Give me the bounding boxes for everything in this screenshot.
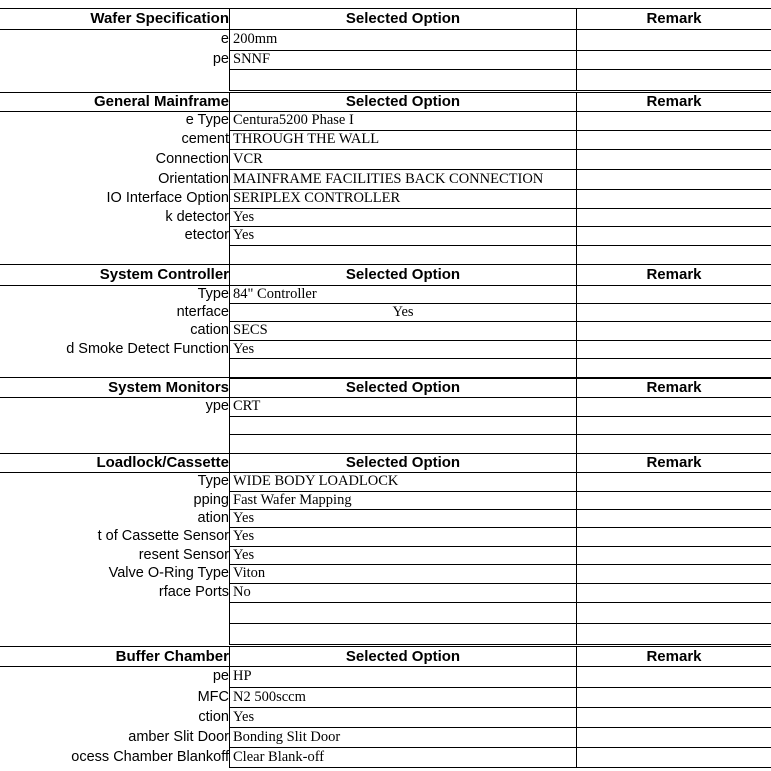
table-row — [0, 546, 771, 564]
selected-option-header: Selected Option — [229, 453, 576, 472]
table-row — [0, 208, 771, 226]
selected-option-value: Yes — [229, 208, 576, 226]
table-row — [0, 169, 771, 189]
table-row — [0, 321, 771, 340]
spec-label-cell — [0, 149, 229, 169]
table-row — [0, 727, 771, 747]
table-row — [0, 69, 771, 90]
spec-label-cell — [0, 491, 229, 509]
remark-cell — [576, 747, 771, 767]
spec-label-cell — [0, 564, 229, 583]
remark-cell — [576, 208, 771, 226]
remark-cell — [576, 564, 771, 583]
spec-label: k detector — [165, 208, 229, 225]
remark-cell — [576, 583, 771, 602]
spec-label-cell — [0, 321, 229, 340]
section-title-cell — [0, 92, 229, 111]
remark-cell — [576, 69, 771, 90]
remark-cell — [576, 687, 771, 707]
spec-label: rface Ports — [158, 584, 229, 601]
remark-cell — [576, 149, 771, 169]
remark-cell — [576, 397, 771, 416]
spec-label-cell — [0, 285, 229, 303]
selected-option-value: Yes — [229, 340, 576, 358]
selected-option-header: Selected Option — [229, 377, 576, 397]
spec-label: pe — [212, 51, 229, 68]
selected-option-value: MAINFRAME FACILITIES BACK CONNECTION — [229, 169, 576, 189]
spec-label: Connection — [155, 150, 229, 167]
spec-label-cell — [0, 472, 229, 491]
section-header-system-monitors — [0, 377, 771, 397]
remark-header: Remark — [576, 453, 771, 472]
spec-label-cell — [0, 416, 229, 434]
selected-option-value: WIDE BODY LOADLOCK — [229, 472, 576, 491]
remark-cell — [576, 29, 771, 50]
section-title-cell — [0, 453, 229, 472]
table-row — [0, 50, 771, 69]
remark-cell — [576, 527, 771, 546]
remark-cell — [576, 245, 771, 264]
spec-label: pe — [212, 668, 229, 685]
table-row — [0, 358, 771, 378]
remark-cell — [576, 130, 771, 149]
spec-label-cell — [0, 208, 229, 226]
spec-label-cell — [0, 602, 229, 623]
spec-label-cell — [0, 50, 229, 69]
section-header-system-controller — [0, 264, 771, 285]
remark-cell — [576, 340, 771, 358]
spec-label: Orientation — [158, 170, 229, 187]
spec-label: cation — [190, 322, 229, 339]
spec-label-cell — [0, 687, 229, 707]
selected-option-value: SECS — [229, 321, 576, 340]
spec-label-cell — [0, 707, 229, 727]
row-divider — [229, 90, 771, 91]
section-title: System Monitors — [108, 378, 229, 396]
row-divider — [229, 767, 771, 768]
table-row — [0, 527, 771, 546]
selected-option-value: Centura5200 Phase I — [229, 111, 576, 130]
spec-label-cell — [0, 169, 229, 189]
spec-label: nterface — [176, 303, 229, 320]
remark-cell — [576, 303, 771, 321]
selected-option-value: Yes — [229, 546, 576, 564]
section-header-wafer-spec — [0, 8, 771, 29]
spec-label-cell — [0, 29, 229, 50]
table-row — [0, 666, 771, 687]
spec-label-cell — [0, 189, 229, 208]
table-row — [0, 602, 771, 623]
remark-header: Remark — [576, 8, 771, 29]
spec-label-cell — [0, 226, 229, 245]
section-header-general-mainframe — [0, 92, 771, 111]
table-row — [0, 564, 771, 583]
spec-label-cell — [0, 509, 229, 527]
selected-option-value: 84" Controller — [229, 285, 576, 303]
remark-cell — [576, 666, 771, 687]
section-header-buffer-chamber — [0, 646, 771, 666]
remark-header: Remark — [576, 646, 771, 666]
selected-option-value: No — [229, 583, 576, 602]
row-divider — [229, 644, 771, 645]
spec-label-cell — [0, 130, 229, 149]
spec-label-cell — [0, 340, 229, 358]
spec-label-cell — [0, 583, 229, 602]
spec-label: Type — [197, 473, 229, 490]
table-row — [0, 397, 771, 416]
spec-label-cell — [0, 727, 229, 747]
selected-option-value: Viton — [229, 564, 576, 583]
table-row — [0, 149, 771, 169]
section-title: Wafer Specification — [90, 10, 229, 27]
table-row — [0, 623, 771, 644]
spec-label-cell — [0, 111, 229, 130]
selected-option-value — [229, 602, 576, 623]
selected-option-value — [229, 245, 576, 264]
remark-cell — [576, 226, 771, 245]
selected-option-value: CRT — [229, 397, 576, 416]
spec-label-cell — [0, 358, 229, 378]
spec-label: ype — [205, 398, 229, 415]
selected-option-value: 200mm — [229, 29, 576, 50]
table-row — [0, 707, 771, 727]
selected-option-value: Yes — [229, 226, 576, 245]
selected-option-value: Fast Wafer Mapping — [229, 491, 576, 509]
spec-label-cell — [0, 546, 229, 564]
spec-label: e Type — [185, 112, 229, 129]
spec-label: ction — [198, 708, 229, 725]
table-row — [0, 491, 771, 509]
table-row — [0, 285, 771, 303]
spec-label: e — [220, 31, 229, 48]
selected-option-value: VCR — [229, 149, 576, 169]
selected-option-value: Bonding Slit Door — [229, 727, 576, 747]
table-row — [0, 747, 771, 767]
spec-label-cell — [0, 434, 229, 453]
section-title: General Mainframe — [93, 93, 229, 110]
selected-option-header: Selected Option — [229, 92, 576, 111]
spec-label-cell — [0, 527, 229, 546]
spec-label: Type — [197, 285, 229, 302]
selected-option-value: N2 500sccm — [229, 687, 576, 707]
spec-label-cell — [0, 666, 229, 687]
spec-label-cell — [0, 245, 229, 264]
remark-header: Remark — [576, 92, 771, 111]
selected-option-value — [229, 69, 576, 90]
selected-option-value: Yes — [229, 303, 576, 321]
spec-label: Valve O-Ring Type — [108, 565, 229, 582]
table-row — [0, 130, 771, 149]
spec-label: cement — [181, 131, 229, 148]
section-title-cell — [0, 8, 229, 29]
spec-label-cell — [0, 397, 229, 416]
spec-label-cell — [0, 69, 229, 90]
selected-option-value: HP — [229, 666, 576, 687]
section-title-cell — [0, 264, 229, 285]
spec-label: pping — [193, 491, 229, 508]
remark-header: Remark — [576, 377, 771, 397]
remark-cell — [576, 623, 771, 644]
remark-cell — [576, 707, 771, 727]
remark-cell — [576, 509, 771, 527]
selected-option-value — [229, 358, 576, 378]
table-row — [0, 340, 771, 358]
selected-option-header: Selected Option — [229, 646, 576, 666]
table-row — [0, 111, 771, 130]
selected-option-value: THROUGH THE WALL — [229, 130, 576, 149]
table-row — [0, 226, 771, 245]
remark-header: Remark — [576, 264, 771, 285]
remark-cell — [576, 111, 771, 130]
spec-label: resent Sensor — [138, 546, 229, 563]
table-row — [0, 434, 771, 453]
remark-cell — [576, 491, 771, 509]
remark-cell — [576, 727, 771, 747]
table-row — [0, 303, 771, 321]
remark-cell — [576, 50, 771, 69]
section-title: System Controller — [99, 266, 229, 283]
section-title-cell — [0, 646, 229, 666]
spec-label: IO Interface Option — [106, 190, 229, 207]
spec-label: ation — [197, 509, 229, 526]
spec-label-cell — [0, 303, 229, 321]
table-row — [0, 583, 771, 602]
spec-label: t of Cassette Sensor — [97, 528, 229, 545]
selected-option-value: SNNF — [229, 50, 576, 69]
selected-option-value — [229, 416, 576, 434]
spec-label: d Smoke Detect Function — [66, 340, 229, 357]
remark-cell — [576, 358, 771, 378]
remark-cell — [576, 285, 771, 303]
section-title: Buffer Chamber — [115, 647, 229, 665]
remark-cell — [576, 169, 771, 189]
spec-label-cell — [0, 747, 229, 767]
selected-option-value: Yes — [229, 527, 576, 546]
remark-cell — [576, 416, 771, 434]
spec-label: MFC — [197, 688, 229, 705]
table-row — [0, 189, 771, 208]
selected-option-value: SERIPLEX CONTROLLER — [229, 189, 576, 208]
section-header-loadlock-cassette — [0, 453, 771, 472]
remark-cell — [576, 546, 771, 564]
table-row — [0, 416, 771, 434]
selected-option-header: Selected Option — [229, 264, 576, 285]
selected-option-value — [229, 434, 576, 453]
table-row — [0, 687, 771, 707]
section-title: Loadlock/Cassette — [96, 454, 229, 471]
table-row — [0, 509, 771, 527]
spec-label: ocess Chamber Blankoff — [71, 748, 229, 765]
remark-cell — [576, 434, 771, 453]
remark-cell — [576, 321, 771, 340]
selected-option-value: Yes — [229, 509, 576, 527]
section-title-cell — [0, 377, 229, 397]
spec-label: etector — [184, 227, 229, 244]
selected-option-value: Yes — [229, 707, 576, 727]
table-row — [0, 472, 771, 491]
table-row — [0, 245, 771, 264]
selected-option-value — [229, 623, 576, 644]
remark-cell — [576, 602, 771, 623]
table-row — [0, 29, 771, 50]
spec-label: amber Slit Door — [128, 728, 229, 745]
spec-label-cell — [0, 623, 229, 644]
remark-cell — [576, 189, 771, 208]
remark-cell — [576, 472, 771, 491]
selected-option-value: Clear Blank-off — [229, 747, 576, 767]
selected-option-header: Selected Option — [229, 8, 576, 29]
